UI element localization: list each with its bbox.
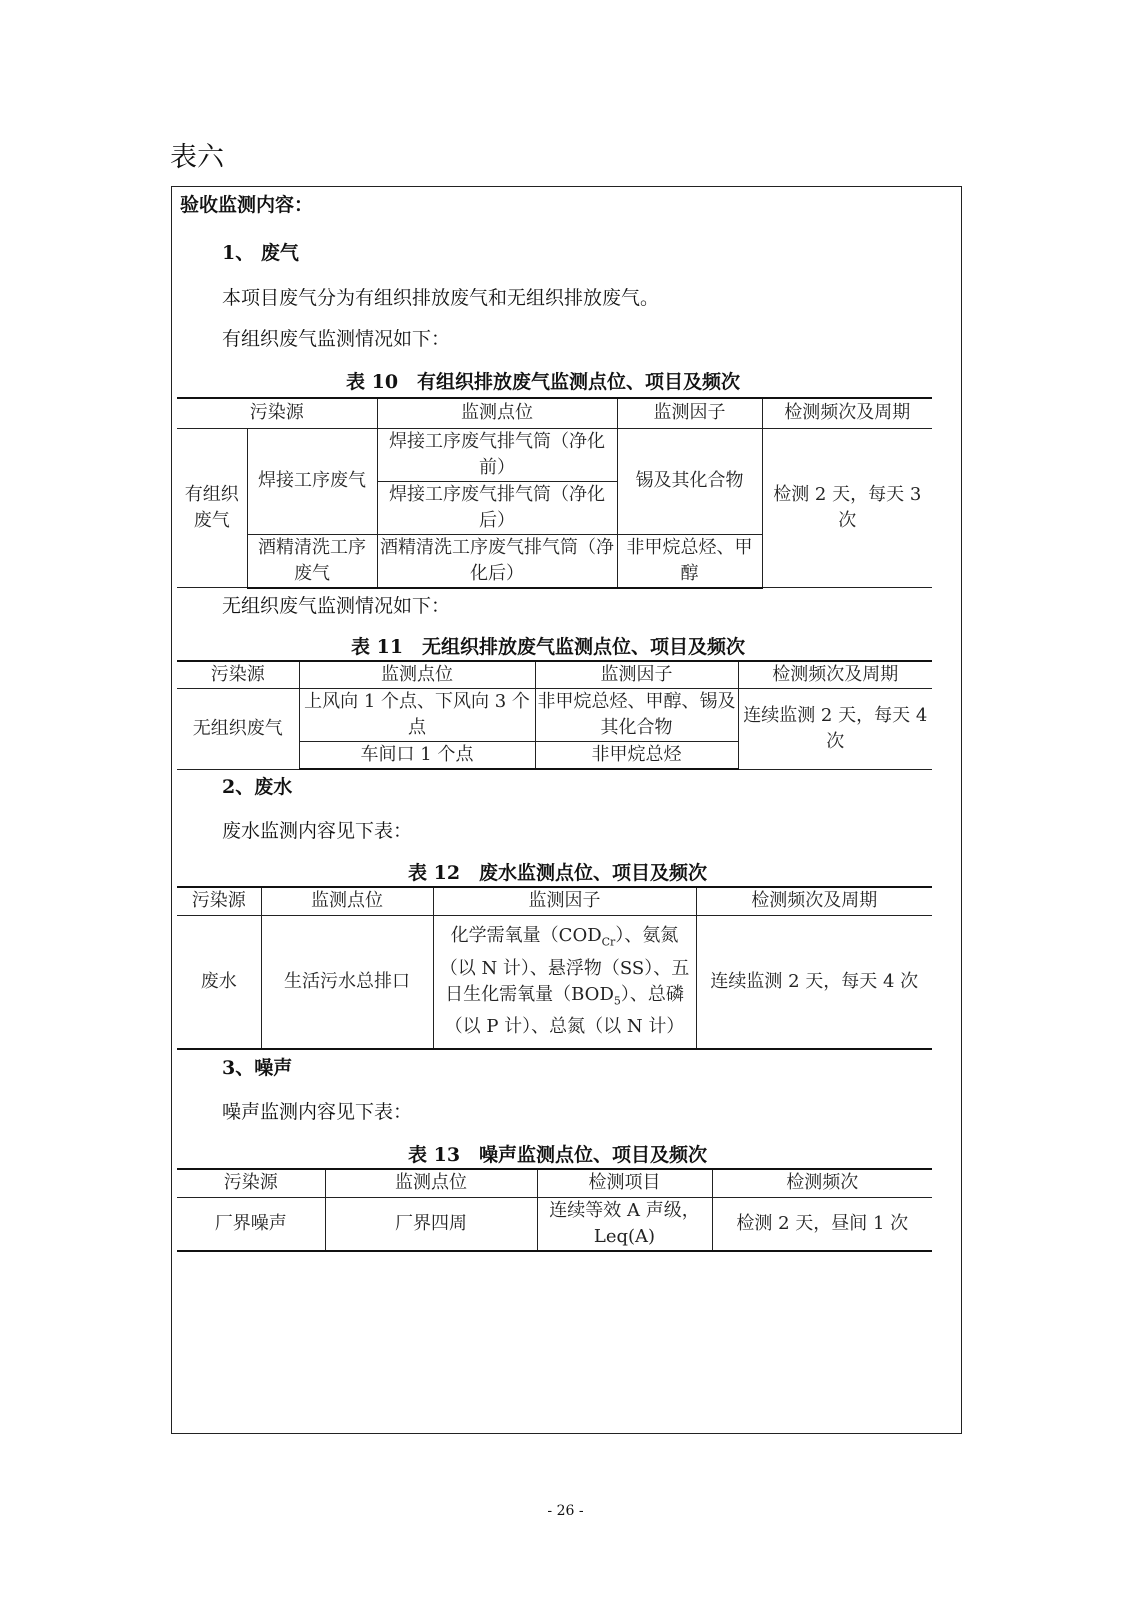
page-number: - 26 - (547, 1503, 584, 1519)
t12-factors (433, 915, 696, 1049)
t13-source: 厂界噪声 (177, 1197, 325, 1251)
t10-alcohol-point: 酒精清洗工序废气排气筒（净化后） (377, 534, 617, 588)
unorganized-intro: 无组织废气监测情况如下： (222, 595, 451, 617)
t12-header-frequency: 检测频次及周期 (696, 887, 932, 915)
t10-welding-source: 焊接工序废气 (247, 428, 377, 534)
t10-welding-point-after: 焊接工序废气排气筒（净化后） (377, 481, 617, 534)
t12-point: 生活污水总排口 (261, 915, 433, 1049)
t12-factor-sub-cr: Cr (601, 935, 616, 949)
table-10 (177, 397, 932, 589)
t10-frequency: 检测 2 天，每天 3 次 (762, 428, 932, 588)
t12-factor-part-c: ）、总磷（以 P 计）、总氮（以 N 计） (444, 983, 685, 1038)
t11-frequency: 连续监测 2 天，每天 4 次 (738, 689, 932, 770)
t12-header-point: 监测点位 (261, 887, 433, 915)
t10-alcohol-factor: 非甲烷总烃、甲醇 (617, 534, 762, 588)
t13-header-frequency: 检测频次 (712, 1169, 932, 1197)
table-13 (177, 1168, 932, 1252)
table-13-caption: 表 13 噪声监测点位、项目及频次 (408, 1144, 708, 1166)
t10-header-point: 监测点位 (377, 398, 617, 428)
t12-header-source: 污染源 (177, 887, 261, 915)
t12-factor-part-b: ）、氨氮（以 N 计）、悬浮物（SS）、五日生化需氧量（BOD (439, 925, 690, 1005)
t12-header-factor: 监测因子 (433, 887, 696, 915)
t12-frequency: 连续监测 2 天，每天 4 次 (696, 915, 932, 1049)
t11-source: 无组织废气 (177, 689, 299, 770)
t10-header-frequency: 检测频次及周期 (762, 398, 932, 428)
t11-header-factor: 监测因子 (535, 661, 738, 689)
wastewater-intro: 废水监测内容见下表： (222, 820, 413, 842)
t13-item: 连续等效 A 声级，Leq(A) (537, 1197, 712, 1251)
t12-source: 废水 (177, 915, 261, 1049)
table-10-caption: 表 10 有组织排放废气监测点位、项目及频次 (346, 371, 741, 393)
heading-noise: 3、噪声 (222, 1057, 293, 1079)
t11-point-1: 上风向 1 个点、下风向 3 个点 (299, 689, 535, 742)
t10-source-group: 有组织废气 (177, 428, 247, 588)
table-12 (177, 886, 932, 1050)
t13-header-source: 污染源 (177, 1169, 325, 1197)
t13-point: 厂界四周 (325, 1197, 537, 1251)
t11-header-frequency: 检测频次及周期 (738, 661, 932, 689)
t11-point-2: 车间口 1 个点 (299, 742, 535, 770)
t12-factor-part-a: 化学需氧量（COD (450, 925, 602, 947)
t12-factor-sub-5: 5 (613, 994, 621, 1008)
t10-welding-factor: 锡及其化合物 (617, 428, 762, 534)
t11-factor-2: 非甲烷总烃 (535, 742, 738, 770)
box-title: 验收监测内容： (180, 194, 314, 216)
t13-header-item: 检测项目 (537, 1169, 712, 1197)
table-12-caption: 表 12 废水监测点位、项目及频次 (408, 862, 708, 884)
heading-exhaust-gas: 1、 废气 (222, 242, 299, 264)
t11-header-point: 监测点位 (299, 661, 535, 689)
t11-header-source: 污染源 (177, 661, 299, 689)
heading-wastewater: 2、废水 (222, 776, 293, 798)
table-11-caption: 表 11 无组织排放废气监测点位、项目及频次 (351, 636, 746, 658)
exhaust-intro: 本项目废气分为有组织排放废气和无组织排放废气。 (222, 287, 660, 309)
section-title: 表六 (170, 142, 224, 173)
noise-intro: 噪声监测内容见下表： (222, 1101, 413, 1123)
t10-header-factor: 监测因子 (617, 398, 762, 428)
t13-header-point: 监测点位 (325, 1169, 537, 1197)
organized-intro: 有组织废气监测情况如下： (222, 328, 451, 350)
t11-factor-1: 非甲烷总烃、甲醇、锡及其化合物 (535, 689, 738, 742)
t10-alcohol-source: 酒精清洗工序废气 (247, 534, 377, 588)
t10-header-source: 污染源 (177, 398, 377, 428)
table-11 (177, 660, 932, 770)
t13-frequency: 检测 2 天，昼间 1 次 (712, 1197, 932, 1251)
t10-welding-point-before: 焊接工序废气排气筒（净化前） (377, 428, 617, 481)
